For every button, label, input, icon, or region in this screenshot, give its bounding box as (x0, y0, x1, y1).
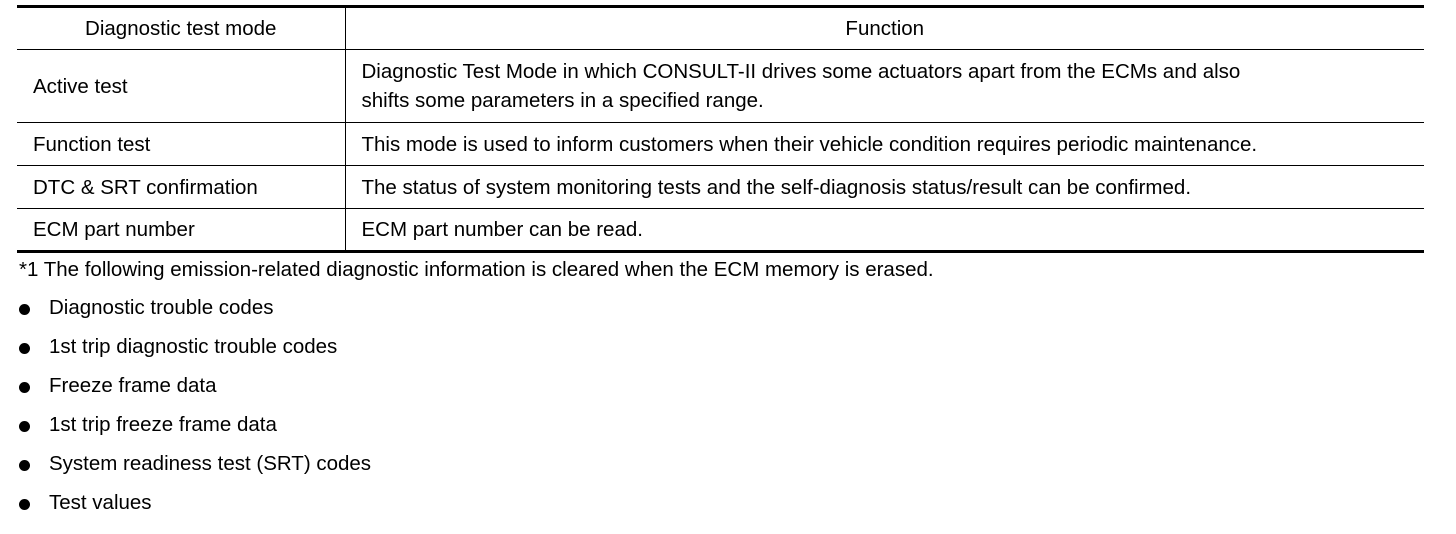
mode-cell: Active test (17, 50, 345, 123)
list-item (19, 490, 371, 529)
table-header-row (17, 7, 1424, 50)
column-header-function: Function (345, 7, 1424, 50)
table-row (17, 166, 1424, 209)
list-item-label: Test values (49, 491, 152, 514)
bullet-dot-icon (19, 304, 30, 315)
bullet-dot-icon (19, 499, 30, 510)
function-text-line: shifts some parameters in a specified range. (361, 89, 764, 112)
cleared-info-list (19, 295, 371, 529)
column-header-mode: Diagnostic test mode (17, 7, 345, 50)
list-item-label: Freeze frame data (49, 374, 217, 397)
footnote-text: *1 The following emission-related diagnostic information is cleared when the ECM memory is erased. (19, 258, 934, 281)
mode-cell: Function test (17, 123, 345, 166)
list-item-label: Diagnostic trouble codes (49, 296, 274, 319)
table-row (17, 209, 1424, 252)
bullet-dot-icon (19, 460, 30, 471)
function-cell (345, 50, 1424, 123)
list-item-label: 1st trip freeze frame data (49, 413, 277, 436)
function-cell: The status of system monitoring tests and the self-diagnosis status/result can be confirmed. (345, 166, 1424, 209)
bullet-dot-icon (19, 421, 30, 432)
list-item-label: 1st trip diagnostic trouble codes (49, 335, 338, 358)
bullet-dot-icon (19, 343, 30, 354)
diagnostic-test-mode-table (17, 5, 1424, 253)
list-item (19, 451, 371, 490)
mode-cell: ECM part number (17, 209, 345, 252)
function-cell: ECM part number can be read. (345, 209, 1424, 252)
list-item (19, 412, 371, 451)
list-item (19, 295, 371, 334)
table-row (17, 123, 1424, 166)
list-item (19, 373, 371, 412)
function-cell: This mode is used to inform customers when their vehicle condition requires periodic maintenance. (345, 123, 1424, 166)
mode-cell: DTC & SRT confirmation (17, 166, 345, 209)
function-text-line: Diagnostic Test Mode in which CONSULT-II drives some actuators apart from the ECMs and also (361, 60, 1241, 83)
bullet-dot-icon (19, 382, 30, 393)
table-row (17, 50, 1424, 123)
list-item-label: System readiness test (SRT) codes (49, 452, 372, 475)
list-item (19, 334, 371, 373)
